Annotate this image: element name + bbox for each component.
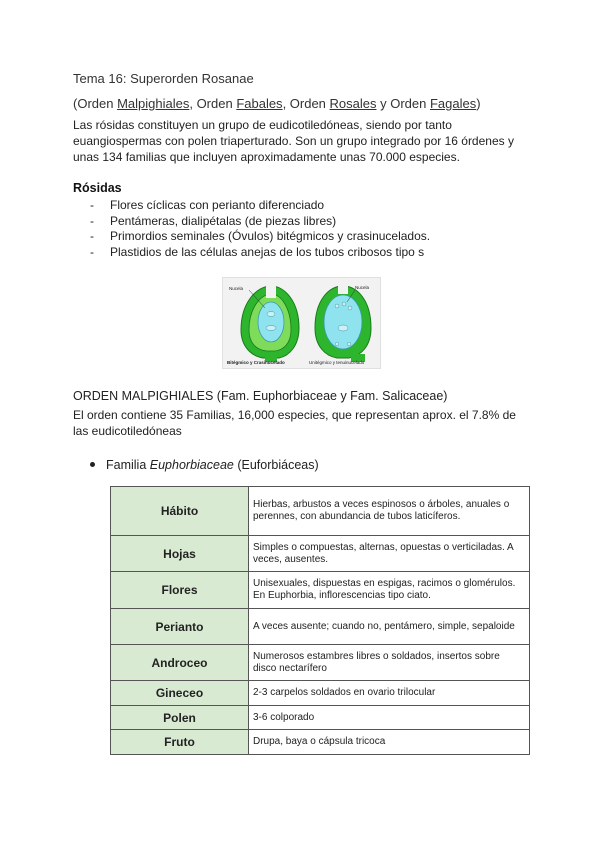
row-value: 3-6 colporado bbox=[249, 706, 530, 730]
row-header: Hojas bbox=[111, 536, 249, 572]
subtitle-text: , Orden bbox=[189, 96, 237, 111]
list-item: - Flores cíclicas con perianto diferenciado bbox=[90, 198, 430, 214]
row-header: Flores bbox=[111, 572, 249, 609]
row-value: Simples o compuestas, alternas, opuestas o verticiladas. A veces, ausentes. bbox=[249, 536, 530, 572]
row-header: Fruto bbox=[111, 730, 249, 755]
left-caption: Bitégmico y Crasinucelado bbox=[227, 360, 285, 365]
rosidas-list bbox=[90, 198, 430, 260]
list-item: - Primordios seminales (Óvulos) bitégmicos y crasinucelados. bbox=[90, 229, 430, 245]
table-row bbox=[111, 681, 530, 706]
row-header: Hábito bbox=[111, 487, 249, 536]
table-row bbox=[111, 487, 530, 536]
table-row bbox=[111, 609, 530, 645]
malpighiales-heading: ORDEN MALPIGHIALES (Fam. Euphorbiaceae y Fam. Salicaceae) bbox=[73, 389, 448, 403]
right-caption: Unitégmico y tenuinucelado bbox=[309, 360, 365, 365]
subtitle-text: ) bbox=[476, 96, 481, 111]
table-row bbox=[111, 645, 530, 681]
row-header: Androceo bbox=[111, 645, 249, 681]
row-value: 2-3 carpelos soldados en ovario trilocular bbox=[249, 681, 530, 706]
unitegmic-ovule bbox=[315, 284, 371, 362]
subtitle-text: (Orden bbox=[73, 96, 118, 111]
order-fagales: Fagales bbox=[429, 96, 477, 111]
table-row bbox=[111, 706, 530, 730]
table-row bbox=[111, 730, 530, 755]
order-fabales: Fabales bbox=[236, 96, 283, 111]
list-item: - Pentámeras, dialipétalas (de piezas libres) bbox=[90, 214, 430, 230]
left-nucela-label: Nucela bbox=[229, 286, 244, 291]
malpighiales-paragraph: El orden contiene 35 Familias, 16,000 especies, que representan aprox. el 7.8% de las eudicotiledóneas bbox=[73, 408, 516, 438]
subtitle-text: , Orden bbox=[282, 96, 330, 111]
row-value: Drupa, baya o cápsula tricoca bbox=[249, 730, 530, 755]
row-header: Gineceo bbox=[111, 681, 249, 706]
family-bullet bbox=[90, 458, 319, 472]
family-suffix: (Euforbiáceas) bbox=[233, 458, 319, 472]
order-malpighiales: Malpighiales bbox=[117, 96, 190, 111]
euphorbiaceae-table bbox=[110, 486, 530, 755]
intro-paragraph: Las rósidas constituyen un grupo de eudicotiledóneas, siendo por tanto euangiospermas con polen triaperturado. Son un grupo integrado por 16 órdenes y unas 134 familias que incluyen aproximadamente unas 70.000 especies. bbox=[73, 118, 514, 164]
list-item: - Plastidios de las células anejas de los tubos cribosos tipo s bbox=[90, 245, 430, 261]
table-row bbox=[111, 572, 530, 609]
bullet-dot bbox=[90, 462, 95, 467]
row-header: Polen bbox=[111, 706, 249, 730]
row-value: Numerosos estambres libres o soldados, insertos sobre disco nectarífero bbox=[249, 645, 530, 681]
family-prefix: Familia bbox=[106, 458, 150, 472]
row-value: Hierbas, arbustos a veces espinosos o árboles, anuales o perennes, con abundancia de tubos laticíferos. bbox=[249, 487, 530, 536]
page-title: Tema 16: Superorden Rosanae bbox=[73, 71, 254, 86]
ovule-diagram bbox=[222, 277, 381, 369]
row-value: Unisexuales, dispuestas en espigas, racimos o glomérulos. En Euphorbia, inflorescencias tipo ciato. bbox=[249, 572, 530, 609]
orders-subtitle bbox=[73, 96, 481, 111]
table-row bbox=[111, 536, 530, 572]
family-name: Euphorbiaceae bbox=[149, 458, 234, 472]
rosidas-heading: Rósidas bbox=[73, 181, 122, 195]
bitegmic-ovule bbox=[241, 284, 299, 362]
ovule-diagram-svg bbox=[223, 278, 380, 368]
right-nucela-label: Nucela bbox=[355, 285, 370, 290]
row-value: A veces ausente; cuando no, pentámero, simple, sepaloide bbox=[249, 609, 530, 645]
subtitle-text: y Orden bbox=[376, 96, 430, 111]
order-rosales: Rosales bbox=[329, 96, 377, 111]
row-header: Perianto bbox=[111, 609, 249, 645]
